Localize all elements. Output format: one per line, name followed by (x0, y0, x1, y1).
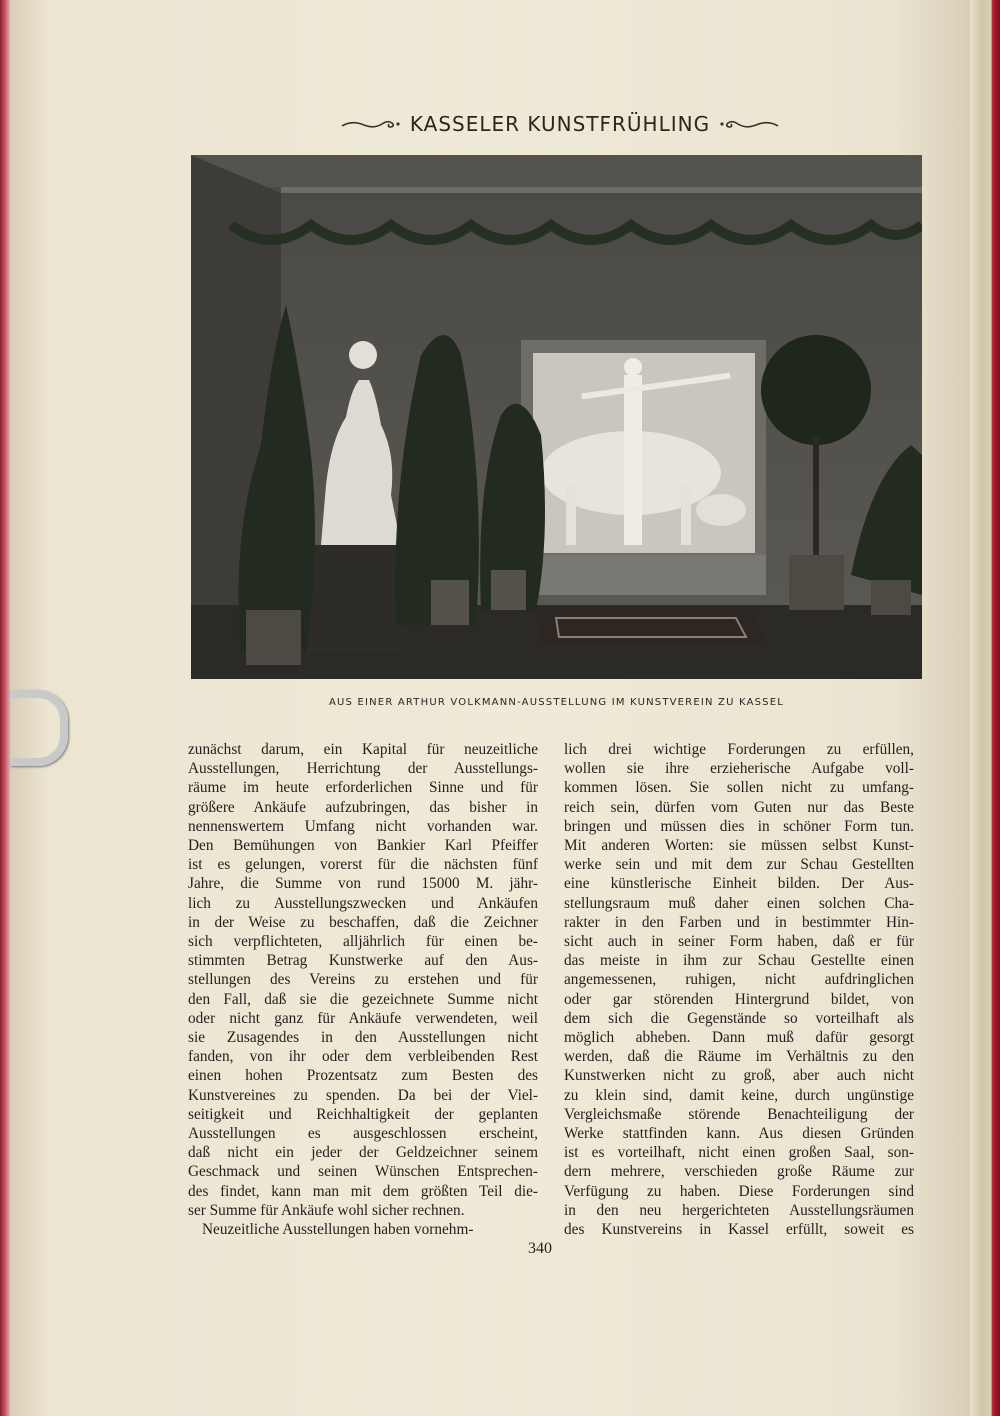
text-line: möglich abheben. Dann muß dafür gesorgt (564, 1029, 914, 1047)
text-line: seitigkeit und Reichhaltigkeit der geplanten (188, 1105, 538, 1123)
text-line: zu klein sind, damit keine, durch ungünstige (564, 1086, 914, 1104)
text-line: oder gar störenden Hintergrund bildet, von (564, 990, 914, 1008)
text-line: stellungen des Vereins zu erstehen und für (188, 971, 538, 989)
text-line: Verfügung zu haben. Diese Forderungen sind (564, 1182, 914, 1200)
text-column-left (188, 740, 538, 1239)
text-line: eine künstlerische Einheit bilden. Der Aus- (564, 875, 914, 893)
text-line: Vergleichsmaße störende Benachteiligung der (564, 1105, 914, 1123)
text-line: Mit anderen Worten: sie müssen selbst Kunst- (564, 837, 914, 855)
text-line: ist es vorteilhaft, nicht einen großen Saal, son- (564, 1144, 914, 1162)
text-line: Kunstwerken nicht zu groß, aber auch nicht (564, 1067, 914, 1085)
text-line: reich sein, dürfen vom Guten nur das Beste (564, 798, 914, 816)
text-line: Ausstellungen, Herrichtung der Ausstellungs- (188, 760, 538, 778)
right-ornament-icon (720, 117, 780, 131)
text-line: das meiste in ihm zur Schau Gestellte einen (564, 952, 914, 970)
text-line: oder nicht ganz für Ankäufe verwendeten, weil (188, 1009, 538, 1027)
text-line: den Fall, daß sie die gezeichnete Summe nicht (188, 990, 538, 1008)
figure-caption: AUS EINER ARTHUR VOLKMANN-AUSSTELLUNG IM KUNSTVEREIN ZU KASSEL (328, 697, 785, 708)
text-line: sicht auch in seiner Form haben, daß er für (564, 933, 914, 951)
text-line: werden, daß die Räume im Verhältnis zu den (564, 1048, 914, 1066)
left-ornament-icon (340, 117, 400, 131)
text-line: Geschmack und seinen Wünschen Entsprechen- (188, 1163, 538, 1181)
exhibition-photograph (191, 155, 922, 679)
text-line: Jahre, die Summe von rund 15000 M. jähr- (188, 875, 538, 893)
text-line: stellungsraum muß daher einen solchen Cha- (564, 894, 914, 912)
text-line: zunächst darum, ein Kapital für neuzeitliche (188, 741, 538, 758)
text-line: rakter in den Farben und in bestimmter Hin- (564, 913, 914, 931)
text-line: sie Zusagendes in den Ausstellungen nicht (188, 1029, 538, 1047)
text-line: werke sein und mit dem zur Schau Gestellten (564, 856, 914, 874)
text-line: fanden, von ihr oder dem verbleibenden Rest (188, 1048, 538, 1066)
text-column-right (564, 740, 914, 1239)
text-line: in der Weise zu beschaffen, daß die Zeichner (188, 913, 538, 931)
text-line: Ausstellungen es ausgeschlossen erscheint, (188, 1125, 538, 1143)
text-line: stimmten Betrag Kunstwerke auf den Aus- (188, 952, 538, 970)
text-line: lich zu Ausstellungszwecken und Ankäufen (188, 894, 538, 912)
text-line: wollen sie ihre erzieherische Aufgabe voll- (564, 760, 914, 778)
text-line: des findet, kann man mit dem größten Teil die- (188, 1182, 538, 1200)
text-line: ser Summe für Ankäufe wohl sicher rechnen. (188, 1201, 465, 1219)
text-line: Den Bemühungen von Bankier Karl Pfeiffer (188, 837, 538, 855)
text-line: ist es gelungen, vorerst für die nächsten fünf (188, 856, 538, 874)
text-line: Kunstvereines zu spenden. Da bei der Viel- (188, 1086, 538, 1104)
text-line: einen hohen Prozentsatz zum Besten des (188, 1067, 538, 1085)
text-line: räume im heute erforderlichen Sinne und für (188, 779, 538, 797)
text-line: nennenswertem Umfang nicht vorhanden war. (188, 817, 538, 835)
text-line: lich drei wichtige Forderungen zu erfüllen, (564, 741, 914, 758)
text-line: sich verpflichteten, alljährlich für einen be- (188, 933, 538, 951)
text-line: bringen und müssen dies in schöner Form tun. (564, 817, 914, 835)
text-line: in den neu hergerichteten Ausstellungsräumen (564, 1201, 914, 1219)
page-number: 340 (528, 1240, 552, 1257)
text-line: dern mehrere, verschieden große Räume zur (564, 1163, 914, 1181)
text-line: Werke stattfinden kann. Aus diesen Gründen (564, 1125, 914, 1143)
paper-clip (10, 690, 68, 766)
running-header (330, 110, 790, 138)
text-line: dem sich die Gegenstände so vorteilhaft als (564, 1009, 914, 1027)
text-line: angemessenen, ruhigen, nicht aufdringlichen (564, 971, 914, 989)
text-line: Neuzeitliche Ausstellungen haben vornehm- (202, 1221, 474, 1239)
text-line: daß nicht ein jeder der Geldzeichner seinem (188, 1144, 538, 1162)
text-line: größere Ankäufe aufzubringen, das bisher in (188, 798, 538, 816)
page (10, 0, 972, 1416)
header-title: KASSELER KUNSTFRÜHLING (409, 112, 711, 136)
right-book-edge (970, 0, 1000, 1416)
text-line: des Kunstvereins in Kassel erfüllt, soweit es (564, 1221, 914, 1239)
text-line: kommen lösen. Sie sollen nicht zu umfang- (564, 779, 914, 797)
